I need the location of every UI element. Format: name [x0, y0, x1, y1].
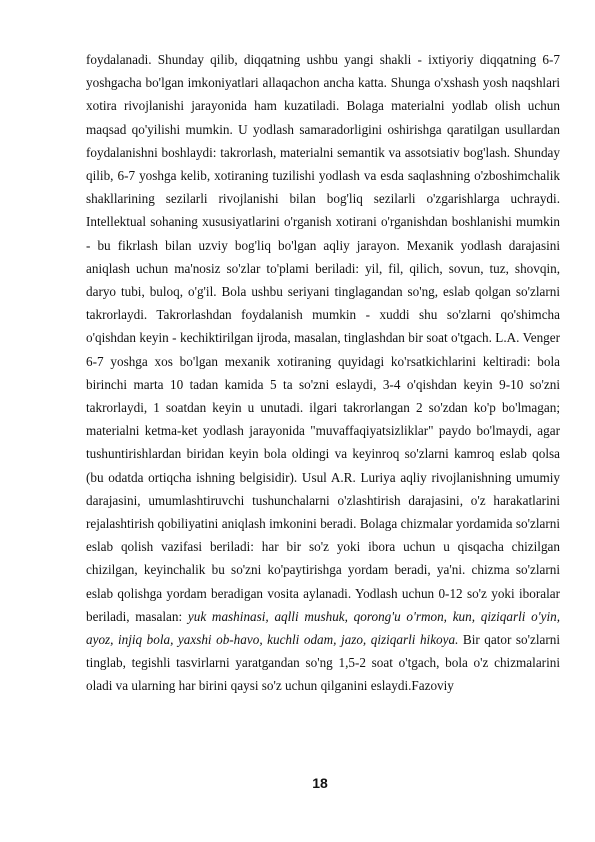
italic-word-list: yuk mashinasi, aqlli mushuk, qorong'u o'rmon, kun, qiziqarli o'yin, ayoz, injiq bola, yaxshi ob-havo, kuchli odam, jazo, qiziqarli hikoya.	[86, 608, 560, 648]
paragraph-text-start: foydalanadi. Shunday qilib, diqqatning ushbu yangi shakli - ixtiyoriy diqqatning 6-7 yoshgacha bo'lgan imkoniyatlari allaqachon ancha katta. Shunga o'xshash yosh naqshlari xotira rivojlanishi jarayonida ham kuzatiladi. Bolaga materialni yodlab olish uchun maqsad qo'yilishi mumkin. U yodlash samaradorligini oshirishga qaratilgan usullardan foydalanishni boshlaydi: takrorlash, materialni semantik va assotsiativ bog'lash. Shunday qilib, 6-7 yoshga kelib, xotiraning tuzilishi yodlash va esda saqlashning o'zboshimchalik shakllarining sezilarli rivojlanishi bilan bog'liq sezilarli o'zgarishlarga uchraydi. Intellektual sohaning xususiyatlarini o'rganish xotirani o'rganishdan boshlanishi mumkin - bu fikrlash bilan uzviy bog'liq bo'lgan aqliy jarayon. Mexanik yodlash darajasini aniqlash uchun ma'nosiz so'zlar to'plami beriladi: yil, fil, qilich, sovun, tuz, shovqin, daryo tubi, buloq, o'g'il. Bola ushbu seriyani tinglagandan so'ng, eslab qolgan so'zlarni takrorlaydi. Takrorlashdan foydalanish mumkin - xuddi shu so'zlarni qo'shimcha o'qishdan keyin - kechiktirilgan ijroda, masalan, tinglashdan bir soat o'tgach. L.A. Venger 6-7 yoshga xos bo'lgan mexanik xotiraning quyidagi ko'rsatkichlarini keltiradi: bola birinchi marta 10 tadan kamida 5 ta so'zni eslaydi, 3-4 o'qishdan keyin 9-10 so'zni takrorlaydi, 1 soatdan keyin u unutadi. ilgari takrorlangan 2 so'zdan ko'p bo'lmagan; materialni ketma-ket yodlash jarayonida "muvaffaqiyatsizliklar" paydo bo'lmaydi, agar tushuntirishlardan biridan keyin bola oldingi va keyinroq so'zlarni kamroq eslab qolsa (bu odatda ortiqcha ishning belgisidir). Usul A.R. Luriya aqliy rivojlanishning umumiy darajasini, umumlashtiruvchi tushunchalarni o'zlashtirish darajasini, o'z harakatlarini rejalashtirish qobiliyatini aniqlash imkonini beradi. Bolaga chizmalar yordamida so'zlarni eslab qolish vazifasi beriladi: har bir so'z yoki ibora uchun u qisqacha chizilgan chizilgan, keyinchalik bu so'zni ko'paytirishga yordam beradi, ya'ni. chizma so'zlarni eslab qolishga yordam beradigan vosita aylanadi. Yodlash uchun 0-12 so'z yoki iboralar beriladi, masalan:	[86, 52, 560, 624]
paragraph-text-end: Bir qator so'zlarni tinglab, tegishli tasvirlarni yaratgandan so'ng 1,5-2 soat o'tgach, bola o'z chizmalarini oladi va ularning har birini qaysi so'z uchun qilganini eslaydi.Fazoviy	[86, 632, 560, 694]
page-number: 18	[312, 775, 328, 791]
body-paragraph	[86, 48, 560, 698]
